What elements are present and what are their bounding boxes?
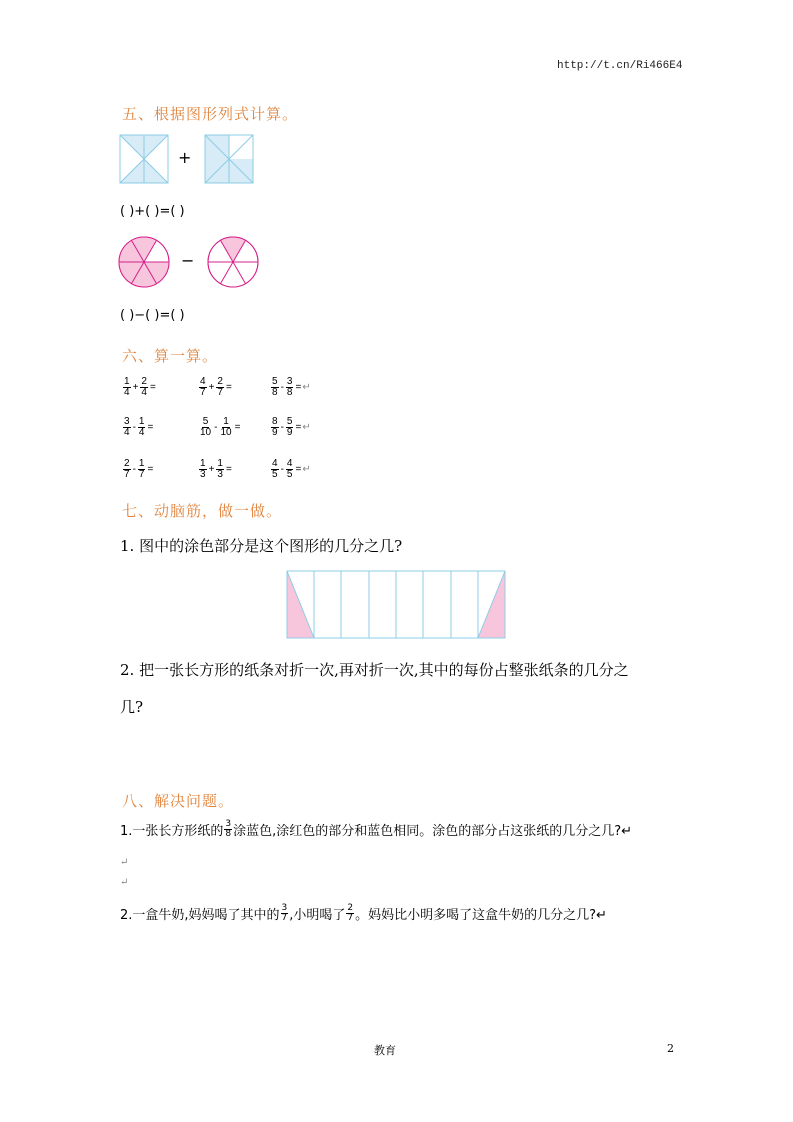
calc-denominator: 4 xyxy=(124,427,130,438)
calc-equals: = xyxy=(295,382,302,393)
calc-fraction-second xyxy=(286,459,294,480)
calc-operator: + xyxy=(208,464,215,475)
plus-sign: + xyxy=(178,148,192,167)
calc-fraction-second xyxy=(138,417,146,438)
calc-fraction-first xyxy=(199,459,207,480)
calc-fraction-second xyxy=(286,417,294,438)
calc-denominator: 4 xyxy=(124,387,130,398)
calc-operator: - xyxy=(132,422,136,433)
section5-title: 五、根据图形列式计算。 xyxy=(122,105,299,123)
minus-sign: − xyxy=(181,251,195,270)
section7-title: 七、动脑筋，做一做。 xyxy=(122,502,283,520)
section5-square-figures xyxy=(118,133,273,185)
calc-denominator: 5 xyxy=(286,469,293,480)
calc-equals: = xyxy=(147,422,154,433)
q1-fraction-denominator: 8 xyxy=(225,829,232,839)
square-figure-left xyxy=(120,135,168,183)
calc-fraction-first xyxy=(271,459,279,480)
calc-numerator: 1 xyxy=(223,416,229,427)
calc-return-mark: ↵ xyxy=(302,382,311,393)
calc-equals: = xyxy=(234,422,241,433)
calc-fraction-second xyxy=(219,417,232,438)
calc-equals: = xyxy=(295,464,302,475)
section7-question-2-line2: 几? xyxy=(120,698,144,716)
calc-expression xyxy=(198,377,233,398)
calc-numerator: 1 xyxy=(217,458,223,469)
calc-operator: - xyxy=(132,464,136,475)
calc-fraction-first xyxy=(199,417,212,438)
calc-fraction-first xyxy=(199,377,207,398)
calc-numerator: 8 xyxy=(272,416,278,427)
calc-fraction-second xyxy=(140,377,148,398)
blank-equation-2: ( )−( )=( ) xyxy=(120,308,185,323)
calc-denominator: 7 xyxy=(124,469,130,480)
calc-expression xyxy=(270,377,311,398)
calc-numerator: 2 xyxy=(217,376,223,387)
calc-equals: = xyxy=(147,464,154,475)
calc-numerator: 1 xyxy=(138,416,145,427)
pie-figure-right xyxy=(208,237,258,287)
calc-denominator: 4 xyxy=(138,427,145,438)
calc-numerator: 4 xyxy=(200,376,206,387)
calc-operator: - xyxy=(280,422,284,433)
pie-figure-left xyxy=(119,237,169,287)
calc-return-mark: ↵ xyxy=(302,464,311,475)
q2-fraction-1-denominator: 7 xyxy=(281,913,288,923)
calc-fraction-first xyxy=(123,417,131,438)
calc-expression xyxy=(270,417,311,438)
return-mark-1: ↵ xyxy=(120,857,129,868)
calc-fraction-second xyxy=(216,377,224,398)
calc-expression xyxy=(198,459,233,480)
calc-denominator: 7 xyxy=(200,387,206,398)
q1-text-after: 涂蓝色,涂红色的部分和蓝色相同。涂色的部分占这张纸的几分之几?↵ xyxy=(233,824,633,839)
q2-text-before: 2.一盒牛奶,妈妈喝了其中的 xyxy=(120,908,280,923)
q2-text-after: 。妈妈比小明多喝了这盒牛奶的几分之几?↵ xyxy=(355,908,607,923)
q2-fraction-2-denominator: 7 xyxy=(347,913,354,923)
calc-operator: - xyxy=(214,422,218,433)
calc-expression xyxy=(122,377,157,398)
q2-fraction-1 xyxy=(281,904,289,923)
calc-equals: = xyxy=(225,464,232,475)
calc-numerator: 5 xyxy=(286,416,293,427)
calc-fraction-first xyxy=(271,417,279,438)
return-mark-2: ↵ xyxy=(120,877,129,888)
calc-fraction-second xyxy=(286,377,294,398)
calc-operator: + xyxy=(132,382,139,393)
q1-fraction xyxy=(224,820,232,839)
calc-numerator: 1 xyxy=(200,458,206,469)
q2-text-middle: ,小明喝了 xyxy=(289,908,346,923)
calc-denominator: 5 xyxy=(272,469,278,480)
footer-center-text: 教育 xyxy=(374,1044,396,1057)
q2-fraction-2 xyxy=(346,904,354,923)
section7-question-2-line1: 2. 把一张长方形的纸条对折一次,再对折一次,其中的每份占整张纸条的几分之 xyxy=(120,661,629,679)
calc-denominator: 10 xyxy=(200,427,212,438)
square-figure-right xyxy=(205,135,253,183)
calc-numerator: 4 xyxy=(286,458,293,469)
calc-denominator: 9 xyxy=(272,427,278,438)
calc-fraction-first xyxy=(271,377,279,398)
calc-operator: - xyxy=(280,464,284,475)
calc-operator: - xyxy=(280,382,284,393)
calc-numerator: 2 xyxy=(141,376,147,387)
calc-denominator: 9 xyxy=(286,427,293,438)
calc-numerator: 4 xyxy=(272,458,278,469)
calc-denominator: 4 xyxy=(141,387,147,398)
q2-fraction-1-numerator: 3 xyxy=(281,903,288,913)
calc-numerator: 5 xyxy=(202,416,209,427)
section8-question-1 xyxy=(120,820,632,839)
calc-equals: = xyxy=(149,382,156,393)
calc-expression xyxy=(270,459,311,480)
calc-denominator: 3 xyxy=(200,469,206,480)
calc-denominator: 8 xyxy=(272,387,278,398)
calc-fraction-second xyxy=(216,459,224,480)
calc-return-mark: ↵ xyxy=(302,422,311,433)
calc-numerator: 1 xyxy=(124,376,130,387)
header-url: http://t.cn/Ri466E4 xyxy=(557,60,683,72)
calc-expression xyxy=(198,417,241,438)
calc-numerator: 2 xyxy=(124,458,130,469)
q2-fraction-2-numerator: 2 xyxy=(347,903,354,913)
section8-question-2 xyxy=(120,904,607,923)
page-number: 2 xyxy=(667,1042,674,1055)
calc-denominator: 7 xyxy=(138,469,145,480)
calc-fraction-first xyxy=(123,377,131,398)
calc-fraction-second xyxy=(138,459,146,480)
calc-expression xyxy=(122,417,154,438)
calc-denominator: 10 xyxy=(220,427,232,438)
section6-title: 六、算一算。 xyxy=(122,347,219,365)
calc-equals: = xyxy=(295,422,302,433)
section7-question-1: 1. 图中的涂色部分是这个图形的几分之几? xyxy=(120,537,403,555)
calc-denominator: 3 xyxy=(217,469,223,480)
calc-fraction-first xyxy=(123,459,131,480)
calc-denominator: 7 xyxy=(217,387,223,398)
calc-numerator: 3 xyxy=(286,376,293,387)
section7-rectangle-figure xyxy=(284,568,510,642)
calc-expression xyxy=(122,459,154,480)
section8-title: 八、解决问题。 xyxy=(122,792,235,810)
calc-numerator: 5 xyxy=(272,376,278,387)
calc-denominator: 8 xyxy=(286,387,293,398)
q1-text-before: 1.一张长方形纸的 xyxy=(120,824,224,839)
calc-numerator: 3 xyxy=(124,416,130,427)
calc-numerator: 1 xyxy=(138,458,145,469)
q1-fraction-numerator: 3 xyxy=(225,819,232,829)
blank-equation-1: ( )+( )=( ) xyxy=(120,204,185,219)
calc-equals: = xyxy=(225,382,232,393)
calc-operator: + xyxy=(208,382,215,393)
